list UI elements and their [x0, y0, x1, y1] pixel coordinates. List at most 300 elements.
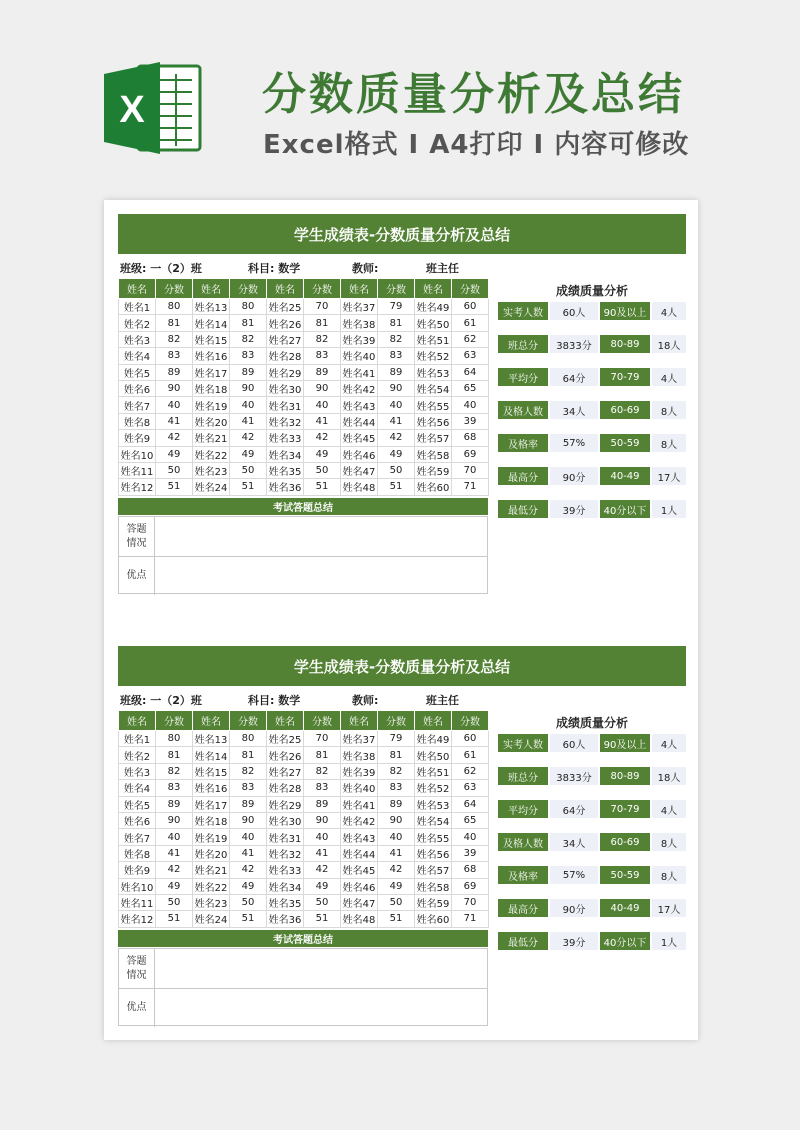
table-cell[interactable]: 姓名40 [341, 348, 378, 364]
table-cell[interactable]: 姓名33 [267, 862, 304, 878]
table-cell[interactable]: 姓名33 [267, 430, 304, 446]
table-cell[interactable]: 51 [304, 479, 341, 495]
analysis-title: 成绩质量分析 [555, 716, 628, 730]
table-cell[interactable]: 姓名31 [267, 397, 304, 413]
table-cell[interactable]: 姓名4 [119, 348, 156, 364]
table-cell[interactable]: 42 [304, 430, 341, 446]
table-cell[interactable]: 40 [304, 397, 341, 413]
table-cell[interactable]: 姓名5 [119, 796, 156, 812]
table-cell[interactable]: 89 [156, 364, 193, 380]
range-count[interactable]: 1人 [652, 932, 686, 950]
table-cell[interactable]: 90 [230, 812, 267, 828]
table-cell[interactable]: 姓名24 [193, 911, 230, 927]
metric-value[interactable]: 57% [550, 434, 598, 452]
table-cell[interactable]: 81 [304, 747, 341, 763]
table-cell[interactable]: 42 [304, 862, 341, 878]
table-cell[interactable]: 姓名14 [193, 315, 230, 331]
table-cell[interactable]: 姓名28 [267, 780, 304, 796]
summary-row-answers[interactable] [119, 949, 487, 988]
table-cell[interactable]: 81 [156, 747, 193, 763]
table-cell[interactable]: 40 [378, 829, 415, 845]
table-cell[interactable]: 49 [378, 878, 415, 894]
table-row [119, 780, 489, 796]
table-cell[interactable]: 42 [378, 862, 415, 878]
table-cell[interactable]: 39 [452, 845, 489, 861]
table-cell[interactable]: 姓名12 [119, 911, 156, 927]
table-cell[interactable]: 姓名29 [267, 796, 304, 812]
table-cell[interactable]: 姓名19 [193, 829, 230, 845]
table-cell[interactable]: 姓名17 [193, 364, 230, 380]
table-cell[interactable]: 姓名45 [341, 862, 378, 878]
table-cell[interactable]: 姓名54 [415, 812, 452, 828]
table-cell[interactable]: 姓名35 [267, 894, 304, 910]
table-cell[interactable]: 姓名15 [193, 331, 230, 347]
metric-value[interactable]: 90分 [550, 899, 598, 917]
table-cell[interactable]: 60 [452, 731, 489, 747]
table-cell[interactable]: 90 [230, 380, 267, 396]
table-cell[interactable]: 83 [156, 348, 193, 364]
table-cell[interactable]: 姓名3 [119, 331, 156, 347]
summary-row-answers[interactable] [119, 517, 487, 556]
metric-label: 最高分 [498, 467, 548, 485]
range-count[interactable]: 8人 [652, 866, 686, 884]
table-cell[interactable]: 姓名50 [415, 315, 452, 331]
metric-value[interactable]: 64分 [550, 368, 598, 386]
table-cell[interactable]: 89 [304, 364, 341, 380]
table-cell[interactable]: 姓名28 [267, 348, 304, 364]
table-cell[interactable]: 姓名55 [415, 397, 452, 413]
table-cell[interactable]: 89 [230, 364, 267, 380]
table-cell[interactable]: 姓名7 [119, 829, 156, 845]
metric-value[interactable]: 3833分 [550, 767, 598, 785]
table-cell[interactable]: 姓名47 [341, 894, 378, 910]
table-cell[interactable]: 40 [230, 829, 267, 845]
table-cell[interactable]: 姓名29 [267, 364, 304, 380]
table-cell[interactable]: 39 [452, 413, 489, 429]
table-cell[interactable]: 71 [452, 911, 489, 927]
table-cell[interactable]: 40 [156, 829, 193, 845]
table-cell[interactable]: 姓名52 [415, 780, 452, 796]
table-cell[interactable]: 姓名23 [193, 894, 230, 910]
table-cell[interactable]: 65 [452, 812, 489, 828]
table-cell[interactable]: 姓名18 [193, 380, 230, 396]
table-cell[interactable]: 49 [230, 446, 267, 462]
table-cell[interactable]: 姓名59 [415, 462, 452, 478]
table-cell[interactable]: 姓名18 [193, 812, 230, 828]
metric-value[interactable]: 60人 [550, 302, 598, 320]
table-cell[interactable]: 42 [156, 862, 193, 878]
table-cell[interactable]: 63 [452, 348, 489, 364]
table-cell[interactable]: 51 [378, 911, 415, 927]
table-cell[interactable]: 姓名39 [341, 331, 378, 347]
table-cell[interactable]: 40 [304, 829, 341, 845]
metric-label: 及格人数 [498, 401, 548, 419]
table-cell[interactable]: 60 [452, 299, 489, 315]
metric-value[interactable]: 90分 [550, 467, 598, 485]
table-cell[interactable]: 姓名9 [119, 862, 156, 878]
table-cell[interactable]: 姓名42 [341, 380, 378, 396]
metric-label: 及格人数 [498, 833, 548, 851]
table-cell[interactable]: 姓名8 [119, 413, 156, 429]
column-header: 姓名 [341, 279, 378, 299]
table-cell[interactable]: 83 [378, 780, 415, 796]
table-cell[interactable]: 40 [230, 397, 267, 413]
table-cell[interactable]: 40 [156, 397, 193, 413]
table-cell[interactable]: 82 [378, 331, 415, 347]
table-cell[interactable]: 姓名8 [119, 845, 156, 861]
table-cell[interactable]: 50 [378, 894, 415, 910]
table-cell[interactable]: 姓名32 [267, 845, 304, 861]
column-header: 分数 [452, 711, 489, 731]
table-cell[interactable]: 姓名44 [341, 413, 378, 429]
table-cell[interactable]: 51 [156, 911, 193, 927]
table-cell[interactable]: 83 [230, 780, 267, 796]
table-cell[interactable]: 姓名54 [415, 380, 452, 396]
table-cell[interactable]: 姓名20 [193, 413, 230, 429]
table-cell[interactable]: 50 [156, 894, 193, 910]
table-cell[interactable]: 姓名10 [119, 878, 156, 894]
metric-value[interactable]: 60人 [550, 734, 598, 752]
table-cell[interactable]: 90 [156, 812, 193, 828]
table-cell[interactable]: 姓名24 [193, 479, 230, 495]
table-cell[interactable]: 41 [156, 413, 193, 429]
table-cell[interactable]: 83 [156, 780, 193, 796]
range-label: 80-89 [600, 335, 650, 353]
table-cell[interactable]: 49 [156, 446, 193, 462]
table-cell[interactable]: 姓名49 [415, 731, 452, 747]
table-cell[interactable]: 姓名34 [267, 446, 304, 462]
table-cell[interactable]: 70 [304, 731, 341, 747]
table-cell[interactable]: 70 [452, 462, 489, 478]
table-cell[interactable]: 姓名43 [341, 829, 378, 845]
table-cell[interactable]: 50 [304, 894, 341, 910]
table-cell[interactable]: 姓名26 [267, 315, 304, 331]
table-cell[interactable]: 51 [156, 479, 193, 495]
table-cell[interactable]: 姓名21 [193, 862, 230, 878]
table-cell[interactable]: 姓名30 [267, 812, 304, 828]
table-cell[interactable]: 姓名21 [193, 430, 230, 446]
table-cell[interactable]: 姓名6 [119, 812, 156, 828]
table-cell[interactable]: 64 [452, 364, 489, 380]
table-cell[interactable]: 姓名2 [119, 747, 156, 763]
metric-value[interactable]: 34人 [550, 833, 598, 851]
table-cell[interactable]: 82 [230, 331, 267, 347]
summary-row-strengths[interactable] [119, 988, 487, 1027]
table-cell[interactable]: 姓名1 [119, 299, 156, 315]
table-cell[interactable]: 姓名13 [193, 731, 230, 747]
range-count[interactable]: 8人 [652, 401, 686, 419]
range-count[interactable]: 4人 [652, 734, 686, 752]
table-cell[interactable]: 49 [304, 878, 341, 894]
table-cell[interactable]: 61 [452, 315, 489, 331]
table-cell[interactable]: 90 [156, 380, 193, 396]
table-cell[interactable]: 90 [304, 812, 341, 828]
table-cell[interactable]: 姓名47 [341, 462, 378, 478]
table-cell[interactable]: 82 [378, 763, 415, 779]
table-cell[interactable]: 82 [304, 331, 341, 347]
table-cell[interactable]: 80 [230, 299, 267, 315]
table-cell[interactable]: 41 [304, 413, 341, 429]
table-cell[interactable]: 姓名30 [267, 380, 304, 396]
table-cell[interactable]: 40 [452, 397, 489, 413]
metric-value[interactable]: 39分 [550, 500, 598, 518]
table-cell[interactable]: 82 [156, 331, 193, 347]
table-cell[interactable]: 83 [378, 348, 415, 364]
table-cell[interactable]: 姓名27 [267, 763, 304, 779]
table-cell[interactable]: 50 [230, 894, 267, 910]
table-cell[interactable]: 42 [378, 430, 415, 446]
range-count[interactable]: 18人 [652, 767, 686, 785]
metric-value[interactable]: 39分 [550, 932, 598, 950]
logo-letter: X [119, 89, 145, 131]
table-cell[interactable]: 姓名46 [341, 446, 378, 462]
metric-value[interactable]: 3833分 [550, 335, 598, 353]
table-cell[interactable]: 姓名25 [267, 299, 304, 315]
table-cell[interactable]: 41 [156, 845, 193, 861]
table-cell[interactable]: 姓名39 [341, 763, 378, 779]
table-row [119, 479, 489, 495]
table-cell[interactable]: 90 [304, 380, 341, 396]
table-cell[interactable]: 姓名35 [267, 462, 304, 478]
table-cell[interactable]: 81 [230, 315, 267, 331]
column-header: 分数 [452, 279, 489, 299]
table-cell[interactable]: 姓名57 [415, 862, 452, 878]
table-cell[interactable]: 79 [378, 299, 415, 315]
table-cell[interactable]: 49 [156, 878, 193, 894]
table-cell[interactable]: 姓名49 [415, 299, 452, 315]
table-cell[interactable]: 65 [452, 380, 489, 396]
table-cell[interactable]: 姓名7 [119, 397, 156, 413]
table-cell[interactable]: 89 [230, 796, 267, 812]
column-header: 姓名 [341, 711, 378, 731]
table-cell[interactable]: 70 [304, 299, 341, 315]
score-table [118, 278, 489, 496]
head-teacher-label: 班主任 [426, 262, 459, 275]
table-cell[interactable]: 姓名38 [341, 315, 378, 331]
table-cell[interactable]: 姓名14 [193, 747, 230, 763]
table-cell[interactable]: 89 [304, 796, 341, 812]
table-cell[interactable]: 姓名53 [415, 796, 452, 812]
table-cell[interactable]: 82 [230, 763, 267, 779]
table-cell[interactable]: 姓名11 [119, 462, 156, 478]
table-cell[interactable]: 68 [452, 862, 489, 878]
table-cell[interactable]: 姓名56 [415, 413, 452, 429]
table-cell[interactable]: 40 [378, 397, 415, 413]
table-cell[interactable]: 41 [378, 845, 415, 861]
column-header: 分数 [378, 711, 415, 731]
table-cell[interactable]: 80 [230, 731, 267, 747]
table-cell[interactable]: 姓名11 [119, 894, 156, 910]
table-cell[interactable]: 姓名60 [415, 911, 452, 927]
table-cell[interactable]: 姓名16 [193, 348, 230, 364]
table-cell[interactable]: 64 [452, 796, 489, 812]
metric-label: 及格率 [498, 434, 548, 452]
table-cell[interactable]: 62 [452, 763, 489, 779]
range-label: 40-49 [600, 467, 650, 485]
table-cell[interactable]: 姓名26 [267, 747, 304, 763]
metric-value[interactable]: 64分 [550, 800, 598, 818]
table-cell[interactable]: 81 [304, 315, 341, 331]
table-cell[interactable]: 姓名45 [341, 430, 378, 446]
table-cell[interactable]: 姓名59 [415, 894, 452, 910]
table-cell[interactable]: 姓名48 [341, 911, 378, 927]
subject-label: 科目: 数学 [248, 262, 301, 275]
table-row [119, 911, 489, 927]
table-cell[interactable]: 70 [452, 894, 489, 910]
table-cell[interactable]: 83 [230, 348, 267, 364]
table-cell[interactable]: 81 [156, 315, 193, 331]
column-header: 分数 [230, 711, 267, 731]
table-cell[interactable]: 50 [378, 462, 415, 478]
table-cell[interactable]: 姓名38 [341, 747, 378, 763]
table-cell[interactable]: 姓名13 [193, 299, 230, 315]
table-cell[interactable]: 姓名20 [193, 845, 230, 861]
metric-value[interactable]: 34人 [550, 401, 598, 419]
table-cell[interactable]: 姓名42 [341, 812, 378, 828]
table-cell[interactable]: 90 [378, 380, 415, 396]
sheet-info-row [118, 258, 498, 276]
teacher-label: 教师: [352, 262, 379, 275]
range-count[interactable]: 4人 [652, 800, 686, 818]
table-cell[interactable]: 姓名53 [415, 364, 452, 380]
table-cell[interactable]: 51 [304, 911, 341, 927]
table-cell[interactable]: 姓名5 [119, 364, 156, 380]
table-cell[interactable]: 姓名43 [341, 397, 378, 413]
range-count[interactable]: 17人 [652, 899, 686, 917]
table-cell[interactable]: 42 [230, 862, 267, 878]
table-cell[interactable]: 80 [156, 299, 193, 315]
table-cell[interactable]: 62 [452, 331, 489, 347]
table-cell[interactable]: 姓名52 [415, 348, 452, 364]
table-cell[interactable]: 82 [156, 763, 193, 779]
table-cell[interactable]: 姓名10 [119, 446, 156, 462]
table-cell[interactable]: 姓名32 [267, 413, 304, 429]
table-cell[interactable]: 90 [378, 812, 415, 828]
table-cell[interactable]: 49 [230, 878, 267, 894]
range-count[interactable]: 4人 [652, 368, 686, 386]
table-cell[interactable]: 姓名17 [193, 796, 230, 812]
table-cell[interactable]: 姓名51 [415, 763, 452, 779]
table-cell[interactable]: 姓名57 [415, 430, 452, 446]
table-cell[interactable]: 69 [452, 878, 489, 894]
table-cell[interactable]: 姓名4 [119, 780, 156, 796]
table-cell[interactable]: 82 [304, 763, 341, 779]
table-cell[interactable]: 姓名50 [415, 747, 452, 763]
range-count[interactable]: 1人 [652, 500, 686, 518]
table-cell[interactable]: 50 [156, 462, 193, 478]
table-cell[interactable]: 姓名58 [415, 878, 452, 894]
summary-title: 考试答题总结 [118, 930, 488, 947]
table-cell[interactable]: 50 [304, 462, 341, 478]
table-cell[interactable]: 49 [378, 446, 415, 462]
range-count[interactable]: 18人 [652, 335, 686, 353]
table-cell[interactable]: 89 [156, 796, 193, 812]
table-cell[interactable]: 姓名37 [341, 731, 378, 747]
table-cell[interactable]: 姓名25 [267, 731, 304, 747]
range-count[interactable]: 8人 [652, 434, 686, 452]
table-cell[interactable]: 姓名9 [119, 430, 156, 446]
table-cell[interactable]: 81 [378, 315, 415, 331]
table-cell[interactable]: 41 [304, 845, 341, 861]
table-cell[interactable]: 姓名36 [267, 911, 304, 927]
table-cell[interactable]: 51 [230, 911, 267, 927]
range-count[interactable]: 8人 [652, 833, 686, 851]
table-cell[interactable]: 姓名55 [415, 829, 452, 845]
table-cell[interactable]: 50 [230, 462, 267, 478]
column-header: 姓名 [119, 711, 156, 731]
table-cell[interactable]: 姓名31 [267, 829, 304, 845]
range-count[interactable]: 4人 [652, 302, 686, 320]
table-cell[interactable]: 姓名44 [341, 845, 378, 861]
table-cell[interactable]: 42 [230, 430, 267, 446]
table-cell[interactable]: 姓名40 [341, 780, 378, 796]
table-cell[interactable]: 89 [378, 796, 415, 812]
table-cell[interactable]: 姓名22 [193, 878, 230, 894]
table-cell[interactable]: 姓名22 [193, 446, 230, 462]
range-label: 70-79 [600, 800, 650, 818]
table-cell[interactable]: 42 [156, 430, 193, 446]
table-cell[interactable]: 49 [304, 446, 341, 462]
table-cell[interactable]: 姓名60 [415, 479, 452, 495]
table-cell[interactable]: 姓名56 [415, 845, 452, 861]
table-cell[interactable]: 41 [230, 845, 267, 861]
table-cell[interactable]: 姓名27 [267, 331, 304, 347]
table-cell[interactable]: 姓名48 [341, 479, 378, 495]
table-cell[interactable]: 83 [304, 348, 341, 364]
table-cell[interactable]: 89 [378, 364, 415, 380]
metric-value[interactable]: 57% [550, 866, 598, 884]
table-cell[interactable]: 41 [230, 413, 267, 429]
table-cell[interactable]: 姓名34 [267, 878, 304, 894]
table-row [119, 299, 489, 315]
table-cell[interactable]: 68 [452, 430, 489, 446]
table-cell[interactable]: 姓名1 [119, 731, 156, 747]
table-cell[interactable]: 姓名16 [193, 780, 230, 796]
table-cell[interactable]: 姓名19 [193, 397, 230, 413]
table-cell[interactable]: 83 [304, 780, 341, 796]
table-cell[interactable]: 63 [452, 780, 489, 796]
summary-row-strengths[interactable] [119, 556, 487, 595]
table-cell[interactable]: 姓名12 [119, 479, 156, 495]
table-cell[interactable]: 姓名37 [341, 299, 378, 315]
table-cell[interactable]: 姓名58 [415, 446, 452, 462]
range-count[interactable]: 17人 [652, 467, 686, 485]
table-cell[interactable]: 71 [452, 479, 489, 495]
table-cell[interactable]: 81 [378, 747, 415, 763]
table-cell[interactable]: 姓名6 [119, 380, 156, 396]
table-cell[interactable]: 61 [452, 747, 489, 763]
table-cell[interactable]: 姓名3 [119, 763, 156, 779]
table-cell[interactable]: 姓名15 [193, 763, 230, 779]
table-cell[interactable]: 81 [230, 747, 267, 763]
table-cell[interactable]: 41 [378, 413, 415, 429]
table-cell[interactable]: 姓名36 [267, 479, 304, 495]
table-row [119, 364, 489, 380]
table-cell[interactable]: 79 [378, 731, 415, 747]
summary-label-strengths: 优点 [119, 989, 155, 1027]
table-cell[interactable]: 69 [452, 446, 489, 462]
table-cell[interactable]: 51 [230, 479, 267, 495]
table-cell[interactable]: 51 [378, 479, 415, 495]
table-cell[interactable]: 姓名41 [341, 796, 378, 812]
table-cell[interactable]: 40 [452, 829, 489, 845]
table-cell[interactable]: 姓名41 [341, 364, 378, 380]
table-cell[interactable]: 姓名23 [193, 462, 230, 478]
table-cell[interactable]: 姓名46 [341, 878, 378, 894]
table-cell[interactable]: 80 [156, 731, 193, 747]
table-cell[interactable]: 姓名2 [119, 315, 156, 331]
table-cell[interactable]: 姓名51 [415, 331, 452, 347]
